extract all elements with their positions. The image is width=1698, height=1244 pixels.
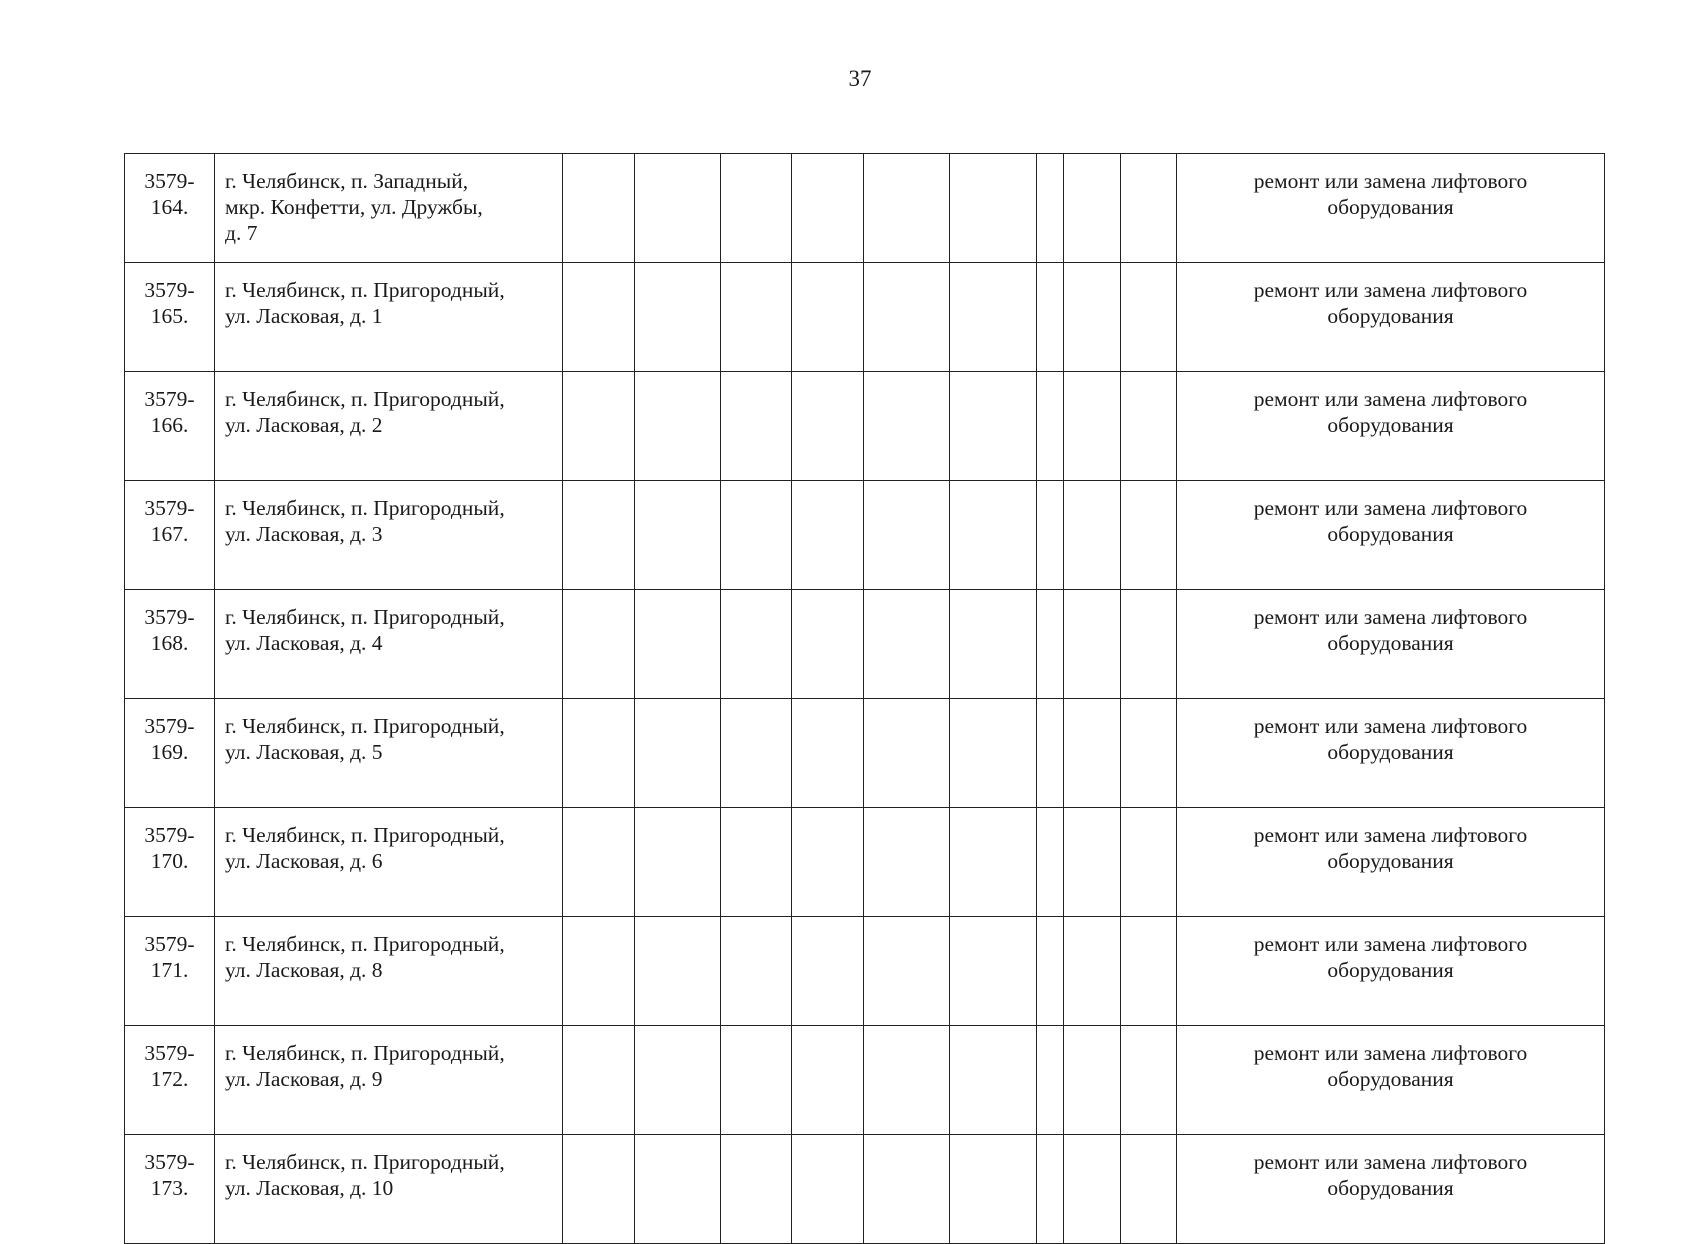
- empty-cell: [1037, 372, 1064, 481]
- empty-cell: [1037, 263, 1064, 372]
- row-number-cell: [125, 263, 215, 372]
- empty-cell: [1064, 1135, 1121, 1244]
- table-row: [125, 154, 1605, 263]
- address-text: г. Челябинск, п. Пригородный, ул. Ласковая, д. 2: [225, 387, 505, 437]
- work-type-cell: [1177, 590, 1605, 699]
- work-type-cell: [1177, 263, 1605, 372]
- empty-cell: [864, 1135, 950, 1244]
- empty-cell: [864, 372, 950, 481]
- work-type-text: ремонт или замена лифтового оборудования: [1253, 932, 1528, 982]
- work-type-cell: [1177, 808, 1605, 917]
- address-text: г. Челябинск, п. Пригородный, ул. Ласковая, д. 9: [225, 1041, 505, 1091]
- empty-cell: [1121, 917, 1177, 1026]
- address-text: г. Челябинск, п. Западный, мкр. Конфетти, ул. Дружбы, д. 7: [225, 169, 483, 245]
- empty-cell: [1064, 590, 1121, 699]
- table-row: [125, 263, 1605, 372]
- address-text: г. Челябинск, п. Пригородный, ул. Ласковая, д. 8: [225, 932, 505, 982]
- empty-cell: [792, 372, 864, 481]
- empty-cell: [792, 481, 864, 590]
- work-type-cell: [1177, 154, 1605, 263]
- empty-cell: [721, 481, 792, 590]
- work-type-cell: [1177, 699, 1605, 808]
- address-text: г. Челябинск, п. Пригородный, ул. Ласковая, д. 10: [225, 1150, 505, 1200]
- address-cell: [215, 1026, 563, 1135]
- empty-cell: [864, 263, 950, 372]
- row-number: 3579- 169.: [144, 714, 195, 764]
- empty-cell: [864, 481, 950, 590]
- table-row: [125, 808, 1605, 917]
- empty-cell: [721, 154, 792, 263]
- empty-cell: [1037, 1026, 1064, 1135]
- empty-cell: [721, 808, 792, 917]
- address-text: г. Челябинск, п. Пригородный, ул. Ласковая, д. 4: [225, 605, 505, 655]
- empty-cell: [1037, 481, 1064, 590]
- row-number: 3579- 170.: [144, 823, 195, 873]
- address-text: г. Челябинск, п. Пригородный, ул. Ласковая, д. 1: [225, 278, 505, 328]
- empty-cell: [635, 1026, 721, 1135]
- row-number: 3579- 164.: [144, 169, 195, 219]
- empty-cell: [950, 1026, 1037, 1135]
- empty-cell: [635, 481, 721, 590]
- row-number: 3579- 166.: [144, 387, 195, 437]
- empty-cell: [1064, 808, 1121, 917]
- empty-cell: [864, 699, 950, 808]
- empty-cell: [1064, 481, 1121, 590]
- table-row: [125, 372, 1605, 481]
- empty-cell: [1121, 699, 1177, 808]
- row-number: 3579- 172.: [144, 1041, 195, 1091]
- row-number: 3579- 171.: [144, 932, 195, 982]
- empty-cell: [792, 154, 864, 263]
- empty-cell: [721, 1135, 792, 1244]
- empty-cell: [563, 481, 635, 590]
- empty-cell: [1121, 154, 1177, 263]
- work-type-text: ремонт или замена лифтового оборудования: [1253, 496, 1528, 546]
- empty-cell: [792, 808, 864, 917]
- address-cell: [215, 1135, 563, 1244]
- empty-cell: [864, 808, 950, 917]
- empty-cell: [950, 917, 1037, 1026]
- row-number-cell: [125, 699, 215, 808]
- empty-cell: [635, 263, 721, 372]
- empty-cell: [1037, 154, 1064, 263]
- empty-cell: [1064, 263, 1121, 372]
- work-type-text: ремонт или замена лифтового оборудования: [1253, 823, 1528, 873]
- empty-cell: [864, 1026, 950, 1135]
- address-cell: [215, 372, 563, 481]
- empty-cell: [1037, 808, 1064, 917]
- empty-cell: [792, 1026, 864, 1135]
- work-type-text: ремонт или замена лифтового оборудования: [1253, 605, 1528, 655]
- row-number-cell: [125, 154, 215, 263]
- empty-cell: [1121, 808, 1177, 917]
- empty-cell: [635, 699, 721, 808]
- empty-cell: [1121, 1135, 1177, 1244]
- address-cell: [215, 590, 563, 699]
- work-type-text: ремонт или замена лифтового оборудования: [1253, 278, 1528, 328]
- work-type-cell: [1177, 372, 1605, 481]
- empty-cell: [792, 1135, 864, 1244]
- empty-cell: [721, 917, 792, 1026]
- empty-cell: [950, 590, 1037, 699]
- work-type-text: ремонт или замена лифтового оборудования: [1253, 1041, 1528, 1091]
- empty-cell: [1037, 699, 1064, 808]
- work-type-text: ремонт или замена лифтового оборудования: [1253, 1150, 1528, 1200]
- empty-cell: [635, 1135, 721, 1244]
- address-cell: [215, 699, 563, 808]
- table-row: [125, 1135, 1605, 1244]
- row-number-cell: [125, 590, 215, 699]
- address-cell: [215, 481, 563, 590]
- work-type-cell: [1177, 917, 1605, 1026]
- empty-cell: [950, 808, 1037, 917]
- empty-cell: [1064, 917, 1121, 1026]
- empty-cell: [635, 917, 721, 1026]
- empty-cell: [1064, 154, 1121, 263]
- row-number-cell: [125, 917, 215, 1026]
- empty-cell: [950, 1135, 1037, 1244]
- empty-cell: [950, 699, 1037, 808]
- empty-cell: [792, 699, 864, 808]
- empty-cell: [1121, 1026, 1177, 1135]
- empty-cell: [563, 1026, 635, 1135]
- register-table: [124, 153, 1605, 1244]
- row-number-cell: [125, 808, 215, 917]
- empty-cell: [563, 1135, 635, 1244]
- empty-cell: [635, 590, 721, 699]
- empty-cell: [950, 372, 1037, 481]
- empty-cell: [1121, 263, 1177, 372]
- empty-cell: [635, 372, 721, 481]
- empty-cell: [950, 481, 1037, 590]
- empty-cell: [721, 699, 792, 808]
- empty-cell: [721, 1026, 792, 1135]
- empty-cell: [1121, 590, 1177, 699]
- empty-cell: [1121, 372, 1177, 481]
- page-number: 37: [848, 66, 872, 91]
- empty-cell: [1037, 1135, 1064, 1244]
- row-number-cell: [125, 1135, 215, 1244]
- empty-cell: [635, 808, 721, 917]
- address-cell: [215, 263, 563, 372]
- table-row: [125, 481, 1605, 590]
- work-type-cell: [1177, 481, 1605, 590]
- table-row: [125, 917, 1605, 1026]
- empty-cell: [635, 154, 721, 263]
- row-number: 3579- 167.: [144, 496, 195, 546]
- empty-cell: [792, 263, 864, 372]
- empty-cell: [721, 263, 792, 372]
- empty-cell: [1121, 481, 1177, 590]
- empty-cell: [721, 590, 792, 699]
- address-cell: [215, 917, 563, 1026]
- empty-cell: [1064, 1026, 1121, 1135]
- empty-cell: [864, 590, 950, 699]
- work-type-cell: [1177, 1135, 1605, 1244]
- row-number: 3579- 173.: [144, 1150, 195, 1200]
- empty-cell: [563, 154, 635, 263]
- empty-cell: [1037, 917, 1064, 1026]
- work-type-text: ремонт или замена лифтового оборудования: [1253, 169, 1528, 219]
- empty-cell: [1037, 590, 1064, 699]
- row-number-cell: [125, 372, 215, 481]
- work-type-text: ремонт или замена лифтового оборудования: [1253, 714, 1528, 764]
- address-cell: [215, 808, 563, 917]
- empty-cell: [563, 263, 635, 372]
- address-cell: [215, 154, 563, 263]
- table-row: [125, 1026, 1605, 1135]
- table-row: [125, 590, 1605, 699]
- address-text: г. Челябинск, п. Пригородный, ул. Ласковая, д. 6: [225, 823, 505, 873]
- empty-cell: [721, 372, 792, 481]
- empty-cell: [1064, 372, 1121, 481]
- row-number: 3579- 168.: [144, 605, 195, 655]
- address-text: г. Челябинск, п. Пригородный, ул. Ласковая, д. 5: [225, 714, 505, 764]
- empty-cell: [563, 372, 635, 481]
- empty-cell: [950, 263, 1037, 372]
- empty-cell: [792, 917, 864, 1026]
- address-text: г. Челябинск, п. Пригородный, ул. Ласковая, д. 3: [225, 496, 505, 546]
- empty-cell: [563, 590, 635, 699]
- row-number-cell: [125, 1026, 215, 1135]
- empty-cell: [1064, 699, 1121, 808]
- empty-cell: [864, 917, 950, 1026]
- table-body: [125, 154, 1605, 1244]
- empty-cell: [950, 154, 1037, 263]
- table-row: [125, 699, 1605, 808]
- empty-cell: [563, 917, 635, 1026]
- empty-cell: [563, 808, 635, 917]
- empty-cell: [563, 699, 635, 808]
- empty-cell: [792, 590, 864, 699]
- work-type-cell: [1177, 1026, 1605, 1135]
- empty-cell: [864, 154, 950, 263]
- row-number: 3579- 165.: [144, 278, 195, 328]
- row-number-cell: [125, 481, 215, 590]
- work-type-text: ремонт или замена лифтового оборудования: [1253, 387, 1528, 437]
